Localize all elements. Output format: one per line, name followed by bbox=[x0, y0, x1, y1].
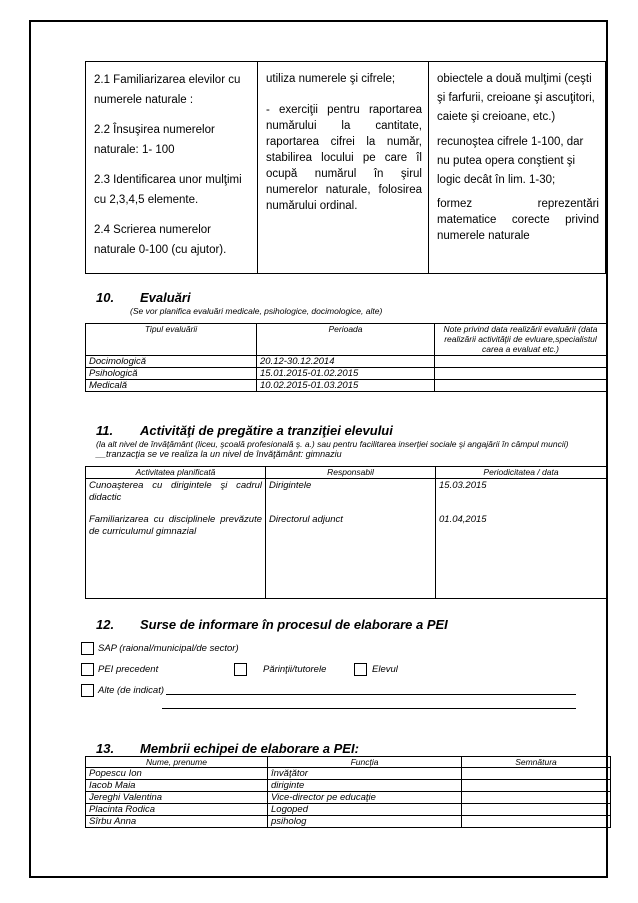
evaluations-table bbox=[85, 323, 607, 392]
table-cell: Placinta Rodica bbox=[86, 804, 268, 816]
responsible-text: Dirigintele bbox=[269, 480, 312, 491]
table-cell: diriginte bbox=[268, 780, 462, 792]
column-header: Note privind data realizării evaluării (data realizării activităţii de evluare,specialistul carea a evaluat etc.) bbox=[435, 324, 607, 356]
student-checkbox[interactable] bbox=[354, 663, 367, 676]
pei-previous-checkbox[interactable] bbox=[81, 663, 94, 676]
section-10-note: (Se vor planifica evaluări medicale, psihologice, docimologice, alte) bbox=[130, 306, 383, 316]
column-header: Tipul evaluării bbox=[86, 324, 257, 356]
objective-item: 2.3 Identificarea unor mulţimi cu 2,3,4,5 elemente. bbox=[94, 174, 242, 206]
activities-column bbox=[258, 62, 429, 273]
section-11-heading bbox=[96, 423, 393, 438]
parents-label: Părinţii/tutorele bbox=[263, 664, 327, 675]
table-cell bbox=[86, 479, 266, 599]
objective-item: 2.1 Familiarizarea elevilor cu numerele naturale : bbox=[94, 74, 241, 106]
table-row bbox=[86, 804, 611, 816]
date-text: 01.04,2015 bbox=[439, 514, 487, 525]
parents-checkbox[interactable] bbox=[234, 663, 247, 676]
table-row bbox=[86, 816, 611, 828]
table-cell bbox=[266, 479, 436, 599]
table-cell: Vice-director pe educaţie bbox=[268, 792, 462, 804]
table-cell: Popescu Ion bbox=[86, 768, 268, 780]
table-cell: psiholog bbox=[268, 816, 462, 828]
result-item: recunoştea cifrele 1-100, dar nu putea opera conştient şi logic decât în lim. 1-30; bbox=[437, 136, 584, 186]
other-input-line-2[interactable] bbox=[162, 708, 576, 709]
result-item: obiectele a două mulţimi (ceşti şi farfurii, creioane şi ascuţitori, caiete şi creioane, etc.) bbox=[437, 73, 595, 123]
table-row bbox=[86, 768, 611, 780]
column-header: Perioada bbox=[257, 324, 435, 356]
table-cell bbox=[436, 479, 607, 599]
activity-text: Familiarizarea cu disciplinele prevăzute de curriculumul gimnazial bbox=[89, 514, 262, 537]
result-item: formez reprezentări matematice corecte privind numerele naturale bbox=[437, 198, 599, 242]
section-title: Membrii echipei de elaborare a PEI: bbox=[140, 741, 359, 756]
section-10-heading bbox=[96, 290, 191, 305]
section-title: Surse de informare în procesul de elaborare a PEI bbox=[140, 617, 448, 632]
table-cell: Logoped bbox=[268, 804, 462, 816]
table-cell bbox=[435, 368, 607, 380]
column-header: Activitatea planificată bbox=[86, 467, 266, 479]
sap-checkbox[interactable] bbox=[81, 642, 94, 655]
other-input-line[interactable] bbox=[166, 694, 576, 695]
table-cell: Docimologică bbox=[86, 356, 257, 368]
table-cell: Sîrbu Anna bbox=[86, 816, 268, 828]
sap-label: SAP (raional/municipal/de sector) bbox=[98, 643, 239, 654]
activity-text: Cunoaşterea cu dirigintele şi cadrul didactic bbox=[89, 480, 262, 503]
pei-previous-label: PEI precedent bbox=[98, 664, 159, 675]
team-members-table bbox=[85, 756, 611, 828]
table-row bbox=[86, 368, 607, 380]
table-cell: Jereghi Valentina bbox=[86, 792, 268, 804]
table-cell bbox=[435, 356, 607, 368]
table-cell bbox=[435, 380, 607, 392]
section-number: 13. bbox=[96, 741, 115, 756]
table-cell: Psihologică bbox=[86, 368, 257, 380]
table-cell: 10.02.2015-01.03.2015 bbox=[257, 380, 435, 392]
section-11-note: (la alt nivel de învăţământ (liceu, şcoală profesională ş. a.) sau pentru facilitarea inserţiei sociale şi angajării în câmpul muncii) bbox=[96, 439, 569, 449]
table-row bbox=[86, 792, 611, 804]
date-text: 15.03.2015 bbox=[439, 480, 487, 491]
signature-cell bbox=[462, 816, 611, 828]
table-cell: 20.12-30.12.2014 bbox=[257, 356, 435, 368]
table-row bbox=[86, 380, 607, 392]
objective-item: 2.4 Scrierea numerelor naturale 0-100 (cu ajutor). bbox=[94, 224, 227, 256]
student-label: Elevul bbox=[372, 664, 398, 675]
table-row bbox=[86, 356, 607, 368]
responsible-text: Directorul adjunct bbox=[269, 514, 343, 525]
other-checkbox[interactable] bbox=[81, 684, 94, 697]
activity-lead: utiliza numerele şi cifrele; bbox=[266, 73, 396, 85]
table-cell: 15.01.2015-01.02.2015 bbox=[257, 368, 435, 380]
section-title: Activităţi de pregătire a tranziţiei elevului bbox=[140, 423, 393, 438]
column-header: Semnătura bbox=[462, 757, 611, 768]
section-number: 11. bbox=[96, 423, 114, 438]
objectives-table bbox=[85, 61, 606, 274]
other-label: Alte (de indicat) bbox=[98, 685, 165, 696]
section-11-transition-level: __tranzacţia se ve realiza la un nivel de învăţământ: gimnaziu bbox=[96, 449, 342, 459]
table-row bbox=[86, 479, 607, 599]
column-header: Responsabil bbox=[266, 467, 436, 479]
activity-body: - exerciţii pentru raportarea numărului la cantitate, raportarea cifrei la număr, stabilirea locului pe care îl ocupă numărul în şirul numerelor naturale, folosirea numărului ordinal. bbox=[266, 104, 422, 212]
column-header: Nume, prenume bbox=[86, 757, 268, 768]
objective-item: 2.2 Însuşirea numerelor naturale: 1- 100 bbox=[94, 124, 215, 156]
section-12-heading bbox=[96, 617, 448, 632]
table-cell: Medicală bbox=[86, 380, 257, 392]
section-number: 10. bbox=[96, 290, 115, 305]
signature-cell bbox=[462, 780, 611, 792]
signature-cell bbox=[462, 768, 611, 780]
transition-table bbox=[85, 466, 607, 599]
signature-cell bbox=[462, 804, 611, 816]
section-title: Evaluări bbox=[140, 290, 191, 305]
column-header: Funcţia bbox=[268, 757, 462, 768]
signature-cell bbox=[462, 792, 611, 804]
section-13-heading bbox=[96, 741, 359, 756]
results-column bbox=[429, 62, 605, 273]
table-cell: Iacob Maia bbox=[86, 780, 268, 792]
column-header: Periodicitatea / data bbox=[436, 467, 607, 479]
objectives-column bbox=[86, 62, 258, 273]
table-cell: învăţător bbox=[268, 768, 462, 780]
table-row bbox=[86, 780, 611, 792]
section-number: 12. bbox=[96, 617, 115, 632]
